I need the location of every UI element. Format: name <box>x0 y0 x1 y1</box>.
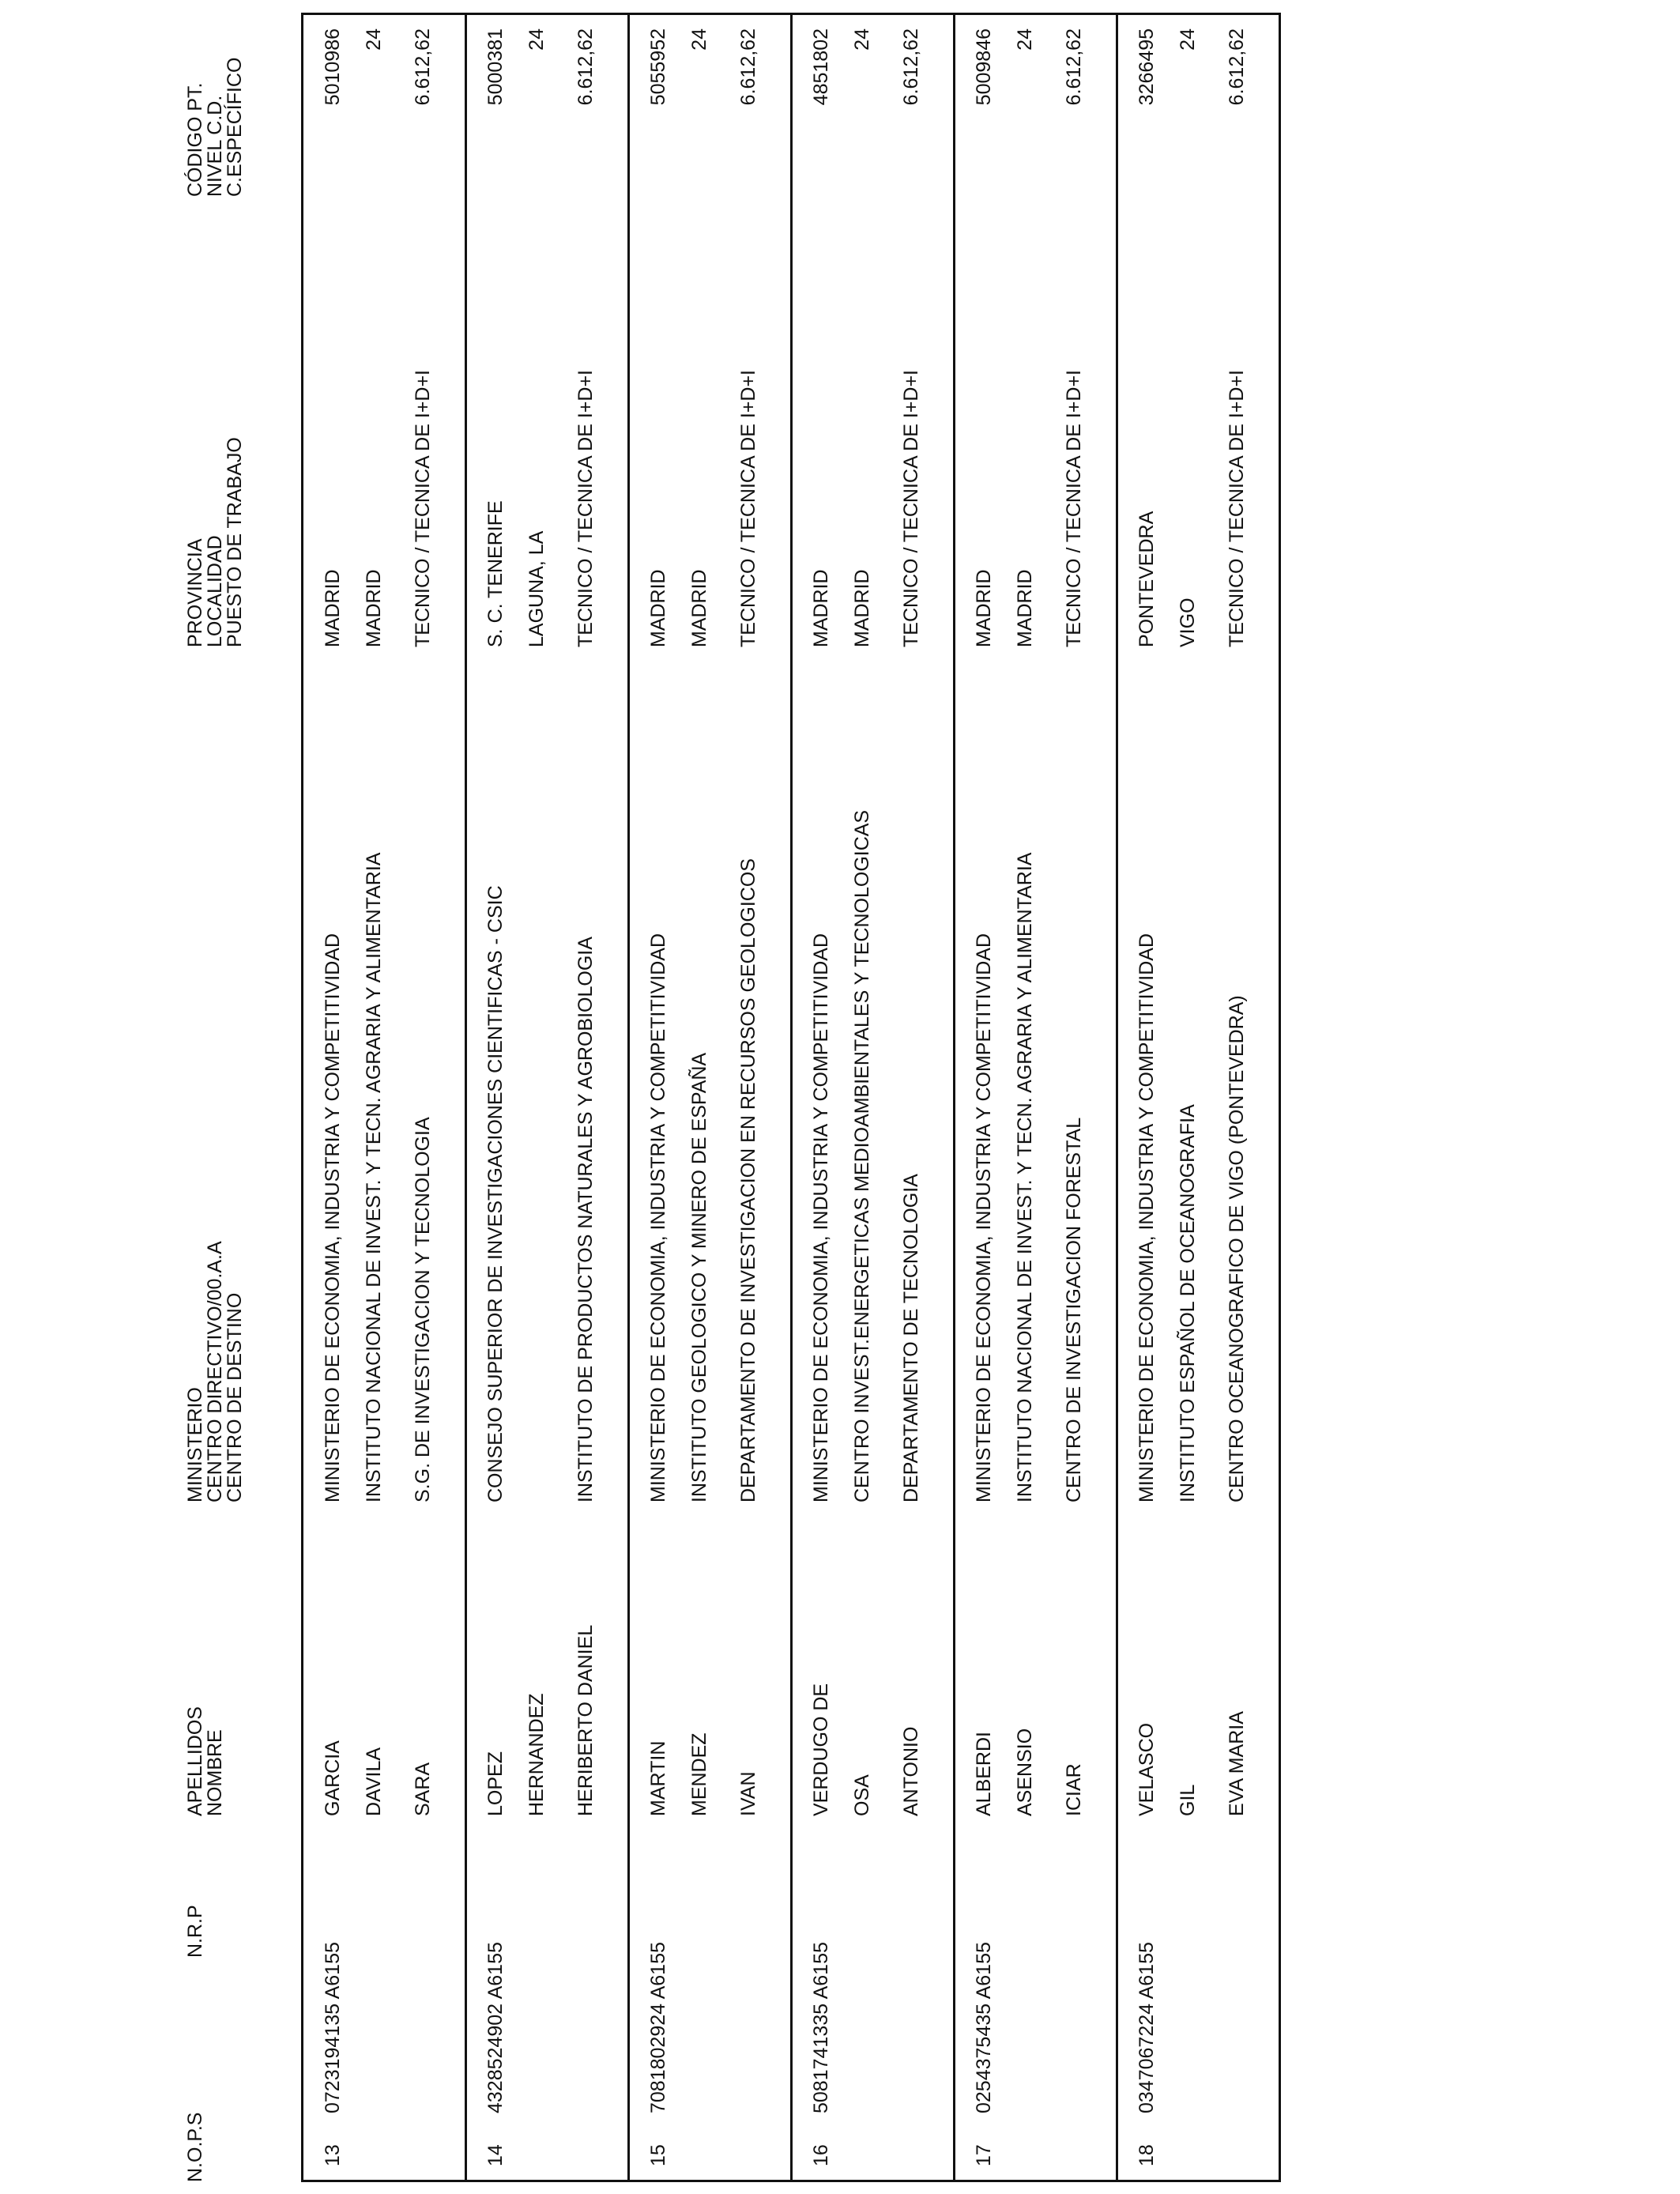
header-puesto: PUESTO DE TRABAJO <box>224 437 246 647</box>
row-nombre: ANTONIO <box>900 1726 922 1816</box>
row-codigo: 5010986 <box>322 28 344 106</box>
header-nivel: NIVEL C.D. <box>204 95 226 197</box>
row-codigo: 3266495 <box>1136 28 1158 106</box>
row-apellido-2: HERNANDEZ <box>525 1693 548 1816</box>
header-centro-directivo: CENTRO DIRECTIVO/00.A.A <box>204 1241 226 1502</box>
row-nombre: EVA MARIA <box>1226 1711 1248 1816</box>
row-divider <box>1116 13 1118 2182</box>
row-provincia: MADRID <box>647 569 669 647</box>
row-number: 17 <box>973 2144 995 2166</box>
row-divider <box>953 13 955 2182</box>
row-apellido-1: LOPEZ <box>484 1751 507 1816</box>
row-especifico: 6.612,62 <box>737 28 759 106</box>
row-centro-directivo: INSTITUTO ESPAÑOL DE OCEANOGRAFIA <box>1177 1104 1199 1502</box>
row-ministerio: MINISTERIO DE ECONOMIA, INDUSTRIA Y COMPETITIVIDAD <box>322 933 344 1502</box>
row-divider <box>627 13 630 2182</box>
row-provincia: S. C. TENERIFE <box>484 500 507 647</box>
row-nops: 0254375435 A6155 <box>973 1942 995 2113</box>
row-especifico: 6.612,62 <box>1063 28 1085 106</box>
row-provincia: PONTEVEDRA <box>1136 511 1158 647</box>
row-localidad: MADRID <box>851 569 873 647</box>
row-nops: 0723194135 A6155 <box>322 1942 344 2113</box>
row-nivel: 24 <box>1014 28 1036 51</box>
row-ministerio: MINISTERIO DE ECONOMIA, INDUSTRIA Y COMPETITIVIDAD <box>647 933 669 1502</box>
row-centro-destino: CENTRO OCEANOGRAFICO DE VIGO (PONTEVEDRA) <box>1226 995 1248 1502</box>
row-number: 15 <box>647 2144 669 2166</box>
row-nivel: 24 <box>363 28 385 51</box>
row-puesto: TECNICO / TECNICA DE I+D+I <box>1226 369 1248 647</box>
row-centro-directivo: INSTITUTO NACIONAL DE INVEST. Y TECN. AGRARIA Y ALIMENTARIA <box>363 852 385 1502</box>
row-nombre: ICIAR <box>1063 1763 1085 1816</box>
row-divider <box>790 13 793 2182</box>
row-localidad: MADRID <box>1014 569 1036 647</box>
row-centro-destino: DEPARTAMENTO DE TECNOLOGIA <box>900 1174 922 1502</box>
row-apellido-1: GARCIA <box>322 1740 344 1816</box>
row-codigo: 5055952 <box>647 28 669 106</box>
row-ministerio: MINISTERIO DE ECONOMIA, INDUSTRIA Y COMPETITIVIDAD <box>973 933 995 1502</box>
row-nivel: 24 <box>525 28 548 51</box>
row-codigo: 5009846 <box>973 28 995 106</box>
header-apellidos: APELLIDOS <box>184 1706 206 1816</box>
header-ministerio: MINISTERIO <box>184 1387 206 1502</box>
row-especifico: 6.612,62 <box>412 28 434 106</box>
row-nops: 0347067224 A6155 <box>1136 1942 1158 2113</box>
row-apellido-1: MARTIN <box>647 1740 669 1816</box>
row-centro-destino: S.G. DE INVESTIGACION Y TECNOLOGIA <box>412 1117 434 1502</box>
row-centro-destino: DEPARTAMENTO DE INVESTIGACION EN RECURSOS GEOLOGICOS <box>737 858 759 1502</box>
row-nivel: 24 <box>688 28 710 51</box>
row-nombre: HERIBERTO DANIEL <box>574 1624 597 1816</box>
header-provincia: PROVINCIA <box>184 538 206 647</box>
row-nops: 4328524902 A6155 <box>484 1942 507 2113</box>
header-codigo: CÓDIGO PT. <box>184 82 206 197</box>
row-ministerio: CONSEJO SUPERIOR DE INVESTIGACIONES CIENTIFICAS - CSIC <box>484 885 507 1502</box>
row-apellido-1: ALBERDI <box>973 1732 995 1816</box>
row-nops: 5081741335 A6155 <box>810 1942 832 2113</box>
header-especifico: C.ESPECÍFICO <box>224 57 246 197</box>
row-puesto: TECNICO / TECNICA DE I+D+I <box>412 369 434 647</box>
row-apellido-1: VERDUGO DE <box>810 1683 832 1816</box>
row-localidad: VIGO <box>1177 598 1199 647</box>
row-provincia: MADRID <box>322 569 344 647</box>
row-localidad: LAGUNA, LA <box>525 530 548 647</box>
row-provincia: MADRID <box>973 569 995 647</box>
row-codigo: 5000381 <box>484 28 507 106</box>
row-apellido-2: OSA <box>851 1774 873 1816</box>
row-especifico: 6.612,62 <box>574 28 597 106</box>
row-divider <box>465 13 467 2182</box>
row-puesto: TECNICO / TECNICA DE I+D+I <box>574 369 597 647</box>
row-apellido-2: DAVILA <box>363 1747 385 1816</box>
row-puesto: TECNICO / TECNICA DE I+D+I <box>900 369 922 647</box>
header-centro-destino: CENTRO DE DESTINO <box>224 1292 246 1502</box>
row-nops: 7081802924 A6155 <box>647 1942 669 2113</box>
row-provincia: MADRID <box>810 569 832 647</box>
row-nombre: SARA <box>412 1762 434 1816</box>
row-centro-directivo: CENTRO INVEST.ENERGETICAS MEDIOAMBIENTALES Y TECNOLOGICAS <box>851 809 873 1502</box>
row-number: 16 <box>810 2144 832 2166</box>
row-especifico: 6.612,62 <box>1226 28 1248 106</box>
row-nivel: 24 <box>1177 28 1199 51</box>
row-number: 14 <box>484 2144 507 2166</box>
row-number: 13 <box>322 2144 344 2166</box>
row-especifico: 6.612,62 <box>900 28 922 106</box>
row-apellido-2: ASENSIO <box>1014 1728 1036 1816</box>
row-apellido-2: MENDEZ <box>688 1732 710 1816</box>
row-ministerio: MINISTERIO DE ECONOMIA, INDUSTRIA Y COMPETITIVIDAD <box>1136 933 1158 1502</box>
row-ministerio: MINISTERIO DE ECONOMIA, INDUSTRIA Y COMPETITIVIDAD <box>810 933 832 1502</box>
row-puesto: TECNICO / TECNICA DE I+D+I <box>1063 369 1085 647</box>
row-nombre: IVAN <box>737 1771 759 1816</box>
row-puesto: TECNICO / TECNICA DE I+D+I <box>737 369 759 647</box>
header-nops: N.O.P.S <box>184 2112 206 2182</box>
header-localidad: LOCALIDAD <box>204 535 226 647</box>
row-apellido-2: GIL <box>1177 1784 1199 1816</box>
row-centro-destino: INSTITUTO DE PRODUCTOS NATURALES Y AGROBIOLOGIA <box>574 937 597 1502</box>
row-centro-destino: CENTRO DE INVESTIGACION FORESTAL <box>1063 1117 1085 1502</box>
header-nrp: N.R.P <box>184 1905 206 1958</box>
row-localidad: MADRID <box>363 569 385 647</box>
header-nombre: NOMBRE <box>204 1729 226 1816</box>
row-centro-directivo: INSTITUTO NACIONAL DE INVEST. Y TECN. AGRARIA Y ALIMENTARIA <box>1014 852 1036 1502</box>
row-centro-directivo: INSTITUTO GEOLOGICO Y MINERO DE ESPAÑA <box>688 1052 710 1502</box>
row-apellido-1: VELASCO <box>1136 1722 1158 1816</box>
row-nivel: 24 <box>851 28 873 51</box>
row-localidad: MADRID <box>688 569 710 647</box>
row-codigo: 4851802 <box>810 28 832 106</box>
row-number: 18 <box>1136 2144 1158 2166</box>
